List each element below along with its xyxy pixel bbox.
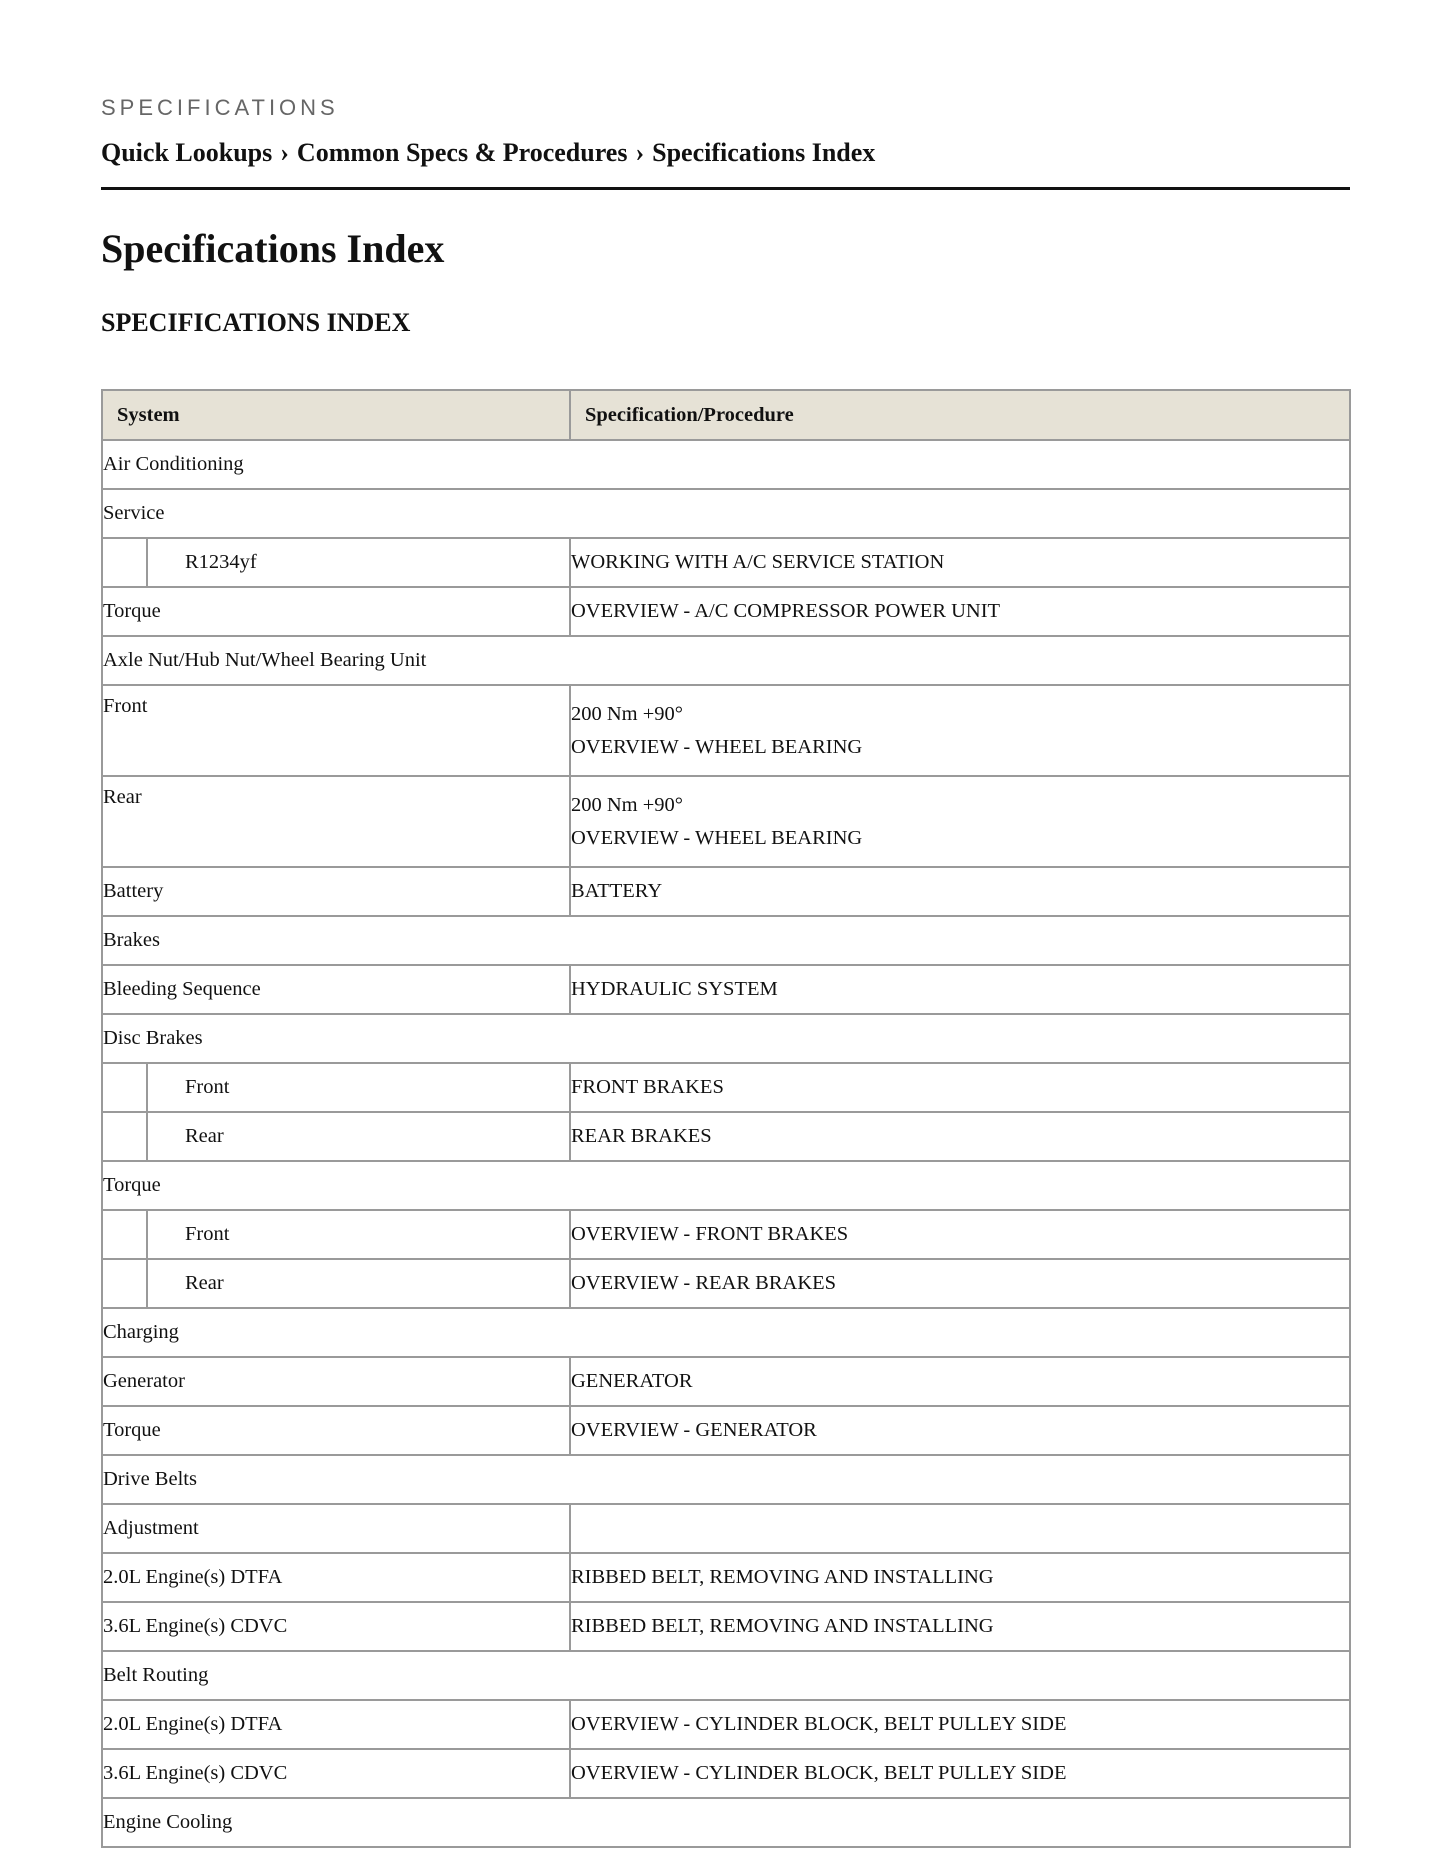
subgroup-label: Torque xyxy=(102,1161,1350,1210)
spec-link[interactable]: HYDRAULIC SYSTEM xyxy=(570,965,1350,1014)
spec-link[interactable]: OVERVIEW - WHEEL BEARING xyxy=(571,735,863,758)
table-row xyxy=(102,1357,1350,1406)
spec-link[interactable]: GENERATOR xyxy=(570,1357,1350,1406)
specifications-table xyxy=(101,389,1351,1848)
table-row xyxy=(102,1112,1350,1161)
table-row xyxy=(102,685,1350,776)
item-label: 2.0L Engine(s) DTFA xyxy=(102,1700,570,1749)
table-row xyxy=(102,776,1350,867)
indent-gutter xyxy=(103,1260,148,1307)
group-label: Air Conditioning xyxy=(102,440,1350,489)
table-row xyxy=(102,1798,1350,1847)
table-row xyxy=(102,440,1350,489)
breadcrumb-common-specs[interactable]: Common Specs & Procedures xyxy=(296,138,628,167)
item-label: Generator xyxy=(102,1357,570,1406)
group-label: Axle Nut/Hub Nut/Wheel Bearing Unit xyxy=(102,636,1350,685)
spec-link[interactable]: BATTERY xyxy=(570,867,1350,916)
table-row xyxy=(102,867,1350,916)
table-header-row xyxy=(102,390,1350,440)
subgroup-label: Adjustment xyxy=(102,1504,570,1553)
item-label: Torque xyxy=(102,1406,570,1455)
table-row xyxy=(102,636,1350,685)
subgroup-label: Disc Brakes xyxy=(102,1014,1350,1063)
table-row xyxy=(102,1700,1350,1749)
item-label: Front xyxy=(102,685,570,776)
spec-link[interactable]: OVERVIEW - CYLINDER BLOCK, BELT PULLEY SIDE xyxy=(570,1749,1350,1798)
specifications-table-container xyxy=(101,389,1351,1848)
spec-link[interactable]: OVERVIEW - REAR BRAKES xyxy=(570,1259,1350,1308)
item-label: Rear xyxy=(185,1125,224,1147)
breadcrumb-separator: › xyxy=(280,138,289,167)
table-row xyxy=(102,1210,1350,1259)
table-row xyxy=(102,587,1350,636)
page-subtitle: SPECIFICATIONS INDEX xyxy=(101,308,411,337)
breadcrumb-separator: › xyxy=(635,138,645,167)
item-label: 3.6L Engine(s) CDVC xyxy=(102,1602,570,1651)
group-label: Battery xyxy=(102,867,570,916)
table-row xyxy=(102,1504,1350,1553)
spec-link[interactable]: OVERVIEW - CYLINDER BLOCK, BELT PULLEY SIDE xyxy=(570,1700,1350,1749)
table-row xyxy=(102,1259,1350,1308)
table-row xyxy=(102,1749,1350,1798)
table-row xyxy=(102,1455,1350,1504)
group-label: Engine Cooling xyxy=(102,1798,1350,1847)
page-title: Specifications Index xyxy=(101,226,445,271)
spec-link[interactable]: OVERVIEW - FRONT BRAKES xyxy=(570,1210,1350,1259)
table-row xyxy=(102,1651,1350,1700)
table-row xyxy=(102,1308,1350,1357)
indent-gutter xyxy=(103,539,148,586)
table-row xyxy=(102,1161,1350,1210)
spec-link[interactable]: REAR BRAKES xyxy=(570,1112,1350,1161)
spec-cell xyxy=(570,685,1350,776)
spec-link[interactable]: RIBBED BELT, REMOVING AND INSTALLING xyxy=(570,1602,1350,1651)
group-label: Brakes xyxy=(102,916,1350,965)
group-label: Drive Belts xyxy=(102,1455,1350,1504)
table-row xyxy=(102,489,1350,538)
empty-cell xyxy=(570,1504,1350,1553)
table-row xyxy=(102,1063,1350,1112)
item-label: Rear xyxy=(185,1272,224,1294)
breadcrumb xyxy=(101,138,875,168)
section-eyebrow: SPECIFICATIONS xyxy=(101,95,339,120)
breadcrumb-current: Specifications Index xyxy=(652,138,876,167)
breadcrumb-quick-lookups[interactable]: Quick Lookups xyxy=(101,138,273,167)
item-label: 2.0L Engine(s) DTFA xyxy=(102,1553,570,1602)
item-label: Torque xyxy=(102,587,570,636)
item-label: Front xyxy=(185,1223,230,1245)
item-label: Front xyxy=(185,1076,230,1098)
table-row xyxy=(102,1014,1350,1063)
item-label: Bleeding Sequence xyxy=(102,965,570,1014)
table-row xyxy=(102,538,1350,587)
indent-gutter xyxy=(103,1211,148,1258)
item-label: 3.6L Engine(s) CDVC xyxy=(102,1749,570,1798)
spec-link[interactable]: OVERVIEW - GENERATOR xyxy=(570,1406,1350,1455)
spec-cell xyxy=(570,776,1350,867)
table-row xyxy=(102,916,1350,965)
spec-value: 200 Nm +90° xyxy=(571,702,684,725)
table-row xyxy=(102,1406,1350,1455)
item-label: Rear xyxy=(102,776,570,867)
item-label: R1234yf xyxy=(185,551,257,573)
indent-gutter xyxy=(103,1064,148,1111)
spec-link[interactable]: RIBBED BELT, REMOVING AND INSTALLING xyxy=(570,1553,1350,1602)
spec-link[interactable]: OVERVIEW - WHEEL BEARING xyxy=(571,826,863,849)
subgroup-label: Belt Routing xyxy=(102,1651,1350,1700)
table-row xyxy=(102,965,1350,1014)
column-header-system: System xyxy=(102,390,570,440)
spec-link[interactable]: OVERVIEW - A/C COMPRESSOR POWER UNIT xyxy=(570,587,1350,636)
group-label: Charging xyxy=(102,1308,1350,1357)
indent-gutter xyxy=(103,1113,148,1160)
table-row xyxy=(102,1602,1350,1651)
spec-link[interactable]: FRONT BRAKES xyxy=(570,1063,1350,1112)
table-row xyxy=(102,1553,1350,1602)
header-divider xyxy=(101,187,1350,190)
spec-link[interactable]: WORKING WITH A/C SERVICE STATION xyxy=(570,538,1350,587)
subgroup-label: Service xyxy=(102,489,1350,538)
column-header-spec: Specification/Procedure xyxy=(570,390,1350,440)
spec-value: 200 Nm +90° xyxy=(571,793,684,816)
